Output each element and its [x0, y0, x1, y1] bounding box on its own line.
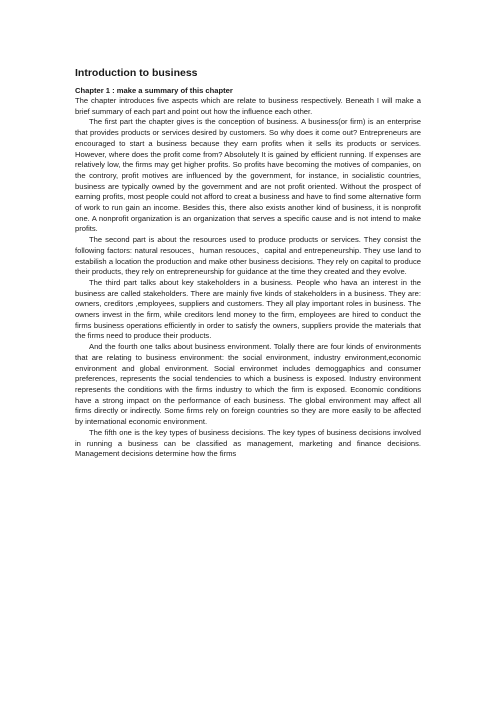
paragraph-business-concept: The first part the chapter gives is the conception of business. A business(or firm) is an enterprise that provides products or services desired by customers. So why does it come out? Entrepreneurs are encouraged to start a business because they earn profits when it sells its products or services. However, where does the profit come from? Absolutely It is gained by efficient running. If expenses are relatively low, the firms may get higher profits. So profits have becoming the motives of companies, on the controry, profit motives are influenced by the government, for instance, in socialistic countries, business are typically owned by the government and are not profit oriented. Without the prospect of earning profits, most people could not afford to creat a business and have to find some alternative form of work to run gain an income. Besides this, there also exists another kind of business, it is nonprofit one. A nonprofit organization is an organization that serves a specific cause and is not intend to make profits. — [75, 117, 421, 234]
paragraph-stakeholders: The third part talks about key stakeholders in a business. People who hava an interest in the business are called stakeholders. There are mainly five kinds of stakeholders in a business. They are: owners, creditors ,employees, suppliers and customers. They all play important roles in business. The owners invest in the firm, while creditors lend money to the firm, employees are hired to conduct the firms business operations efficiently in order to satisfy the owners, suppliers provide the materials that the firms need to produce their products. — [75, 277, 421, 341]
paragraph-intro: The chapter introduces five aspects which are relate to business respectively. Beneath I will make a brief summary of each part and point out how the influence each other. — [75, 96, 421, 116]
chapter-heading: Chapter 1 : make a summary of this chapter — [75, 86, 233, 95]
paragraph-resources: The second part is about the resources used to produce products or services. They consist the following factors: natural resouces、human resouces、capital and entrepeneurship. They use land to estabilish a location the production and make other business decisions. They rely on capital to produce their products, they rely on entrepreneurship for guidance at the time they created and they evolve. — [75, 235, 421, 277]
document-title: Introduction to business — [75, 67, 198, 79]
document-body — [75, 66, 421, 460]
paragraph-environment: And the fourth one talks about business environment. Tolally there are four kinds of environments that are relating to business environment: the social environment, industry environment,economic environment and global environment. Social environmet includes demoggaphics and consumer preferences, represents the social tendencies to which a business is exposed. Industry environment represents the conditions with the firms industry to which the firm is exposed. Economic conditions have a strong impact on the performance of each business. The global environment may affect all firms directly or indirectly. Some firms rely on foreign countries so they are more easily to be affected by international economic environment. — [75, 342, 421, 427]
paragraph-decisions: The fifth one is the key types of business decisions. The key types of business decisions involved in running a business can be classified as management, marketing and finance decisions. Management decisions determine how the firms — [75, 427, 421, 459]
